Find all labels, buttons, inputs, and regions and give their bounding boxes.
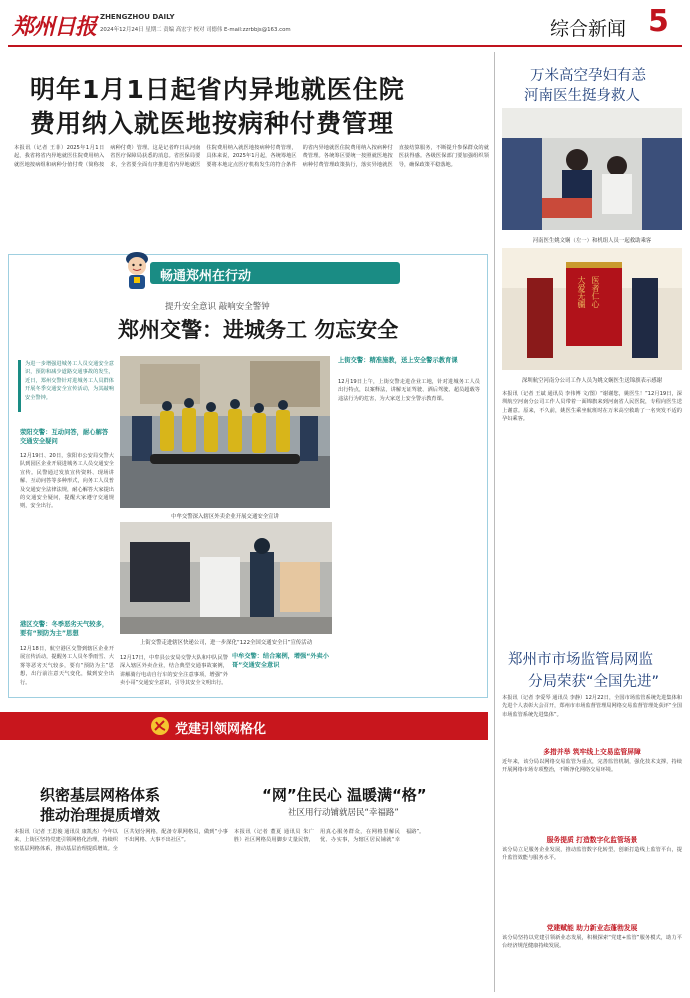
party-mid-subheadline: 社区用行动铺就居民“幸福路” (288, 808, 399, 818)
feature-column-title: 畅通郑州在行动 (160, 269, 252, 284)
story1-caption: 河南医生姚文娴（左一）和机组人员一起救助乘客 (532, 238, 652, 244)
masthead-issue-line: 2024年12月24日 星期二 责编 高宏宇 校对 司德伟 E-mail:zzrbbjs@163.com (100, 27, 291, 33)
photo-cabin-rescue (502, 108, 682, 230)
party-mid-body: 本报讯（记者 董夏 通讯员 朱广胜）社区网格员用脚步丈量民情，用真心服务群众，在网格里解民忧、办实事，为辖区居民铺就“幸福路”。 (234, 829, 425, 844)
lead-body: 本报讯（记者 王菲）2025年1月1日起，我省将省内异地就医住院费用纳入就医地按病组和病种分值付费（简称按病种付费）管理。这是记者昨日从河南省医疗保障局获悉的消息。省医保局要求，全省要全面有序推进省内异地就医住院费用纳入就医地按病种付费管理，具体来说，2025年1月起，各统筹地区要将本地定点医疗机构发生的符合条件的省内异地就医住院费用纳入按病种付费管理。各统筹区要统一按照就医地按病种付费管理政策执行，落实异地就医直接结算服务，不断提升参保群众的就医获得感。各级医保部门要加强组织领导，确保政策平稳落地。 (14, 145, 489, 168)
pennant-text-1: 医者仁心 (591, 276, 600, 308)
photo-caption-1: 中牟交警深入辖区外卖企业开展交通安全宣讲 (171, 514, 279, 520)
feature-sub-c: 上街交警：精准施教，送上安全警示教育课 (338, 357, 458, 364)
party-left-headline-2: 推动治理提质增效 (40, 806, 161, 824)
story3-body-3: 该分局坚持以党建引领新业态发展，积极探索“党建+监管”服务模式，助力平台经济规范健康持续发展。 (502, 935, 682, 950)
feature-body-a: 12月19日、20日，荥阳市公安局交警大队到园区企业开展进城务工人员交通安全宣传。民警通过发放宣传资料、现场讲解、互动问答等多种形式，向务工人员普及交通安全法律法规，耐心解答大家提出的交通安全疑问，提醒大家遵守交通规则，安全出行。 (20, 453, 114, 510)
story3-body-2: 该分局立足服务企业发展，推动监管数字化转型，创新打造线上监管平台，提升监管效能与服务水平。 (502, 847, 682, 862)
story3-headline-2: 分局荣获“全国先进” (528, 674, 660, 690)
pennant-text-2: 大爱无疆 (577, 276, 586, 308)
lead-headline-line-1: 明年1月1日起省内异地就医住院 (30, 75, 405, 104)
photo-caption-2: 上街交警走进辖区快递公司，进一步深化“122全国交通安全日”宣传活动 (139, 640, 313, 646)
feature-kicker: 提升安全意识 敲响安全警钟 (165, 302, 270, 312)
story3-headline-1: 郑州市市场监管局网监 (508, 652, 653, 668)
photo-banner-presentation (502, 248, 682, 370)
feature-intro-box (18, 360, 114, 412)
page-number: 5 (648, 4, 669, 39)
party-emblem-icon (150, 716, 170, 736)
party-left-body: 本报讯（记者 王思俊 通讯员 康凯杰）今年以来，上街区坚持党建引领网格化治理，持续织密基层网格体系，推动基层治理提质增效。全区共划分网格，配备专职网格员，做到“小事不出网格、大事不出社区”。 (14, 829, 228, 852)
lead-headline-line-2: 费用纳入就医地按病种付费管理 (30, 109, 395, 138)
masthead-rule (8, 45, 682, 47)
story1-headline-2: 河南医生挺身救人 (524, 88, 640, 104)
story2-caption: 深圳航空河南分公司工作人员为姚文娴医生送锦旗表示感谢 (521, 378, 663, 384)
party-mid-headline: “网”住民心 温暖满“格” (262, 786, 427, 804)
section-title: 综合新闻 (550, 18, 627, 40)
feature-body-d: 12月17日，中牟县公安局交警大队和中队民警深入辖区外卖企业，结合典型交通事故案例，讲解骑行电动自行车的安全注意事项，增强“外卖小哥”交通安全意识，引导其安全文明出行。 (120, 655, 228, 687)
feature-sub-b: 港区交警：冬季恶劣天气较多，要有“预防为主”思想 (20, 621, 109, 637)
story2-body: 本报讯（记者 王斌 通讯员 李伟博 文/图）“谢谢您，姚医生！”12月19日，深圳航空河南分公司工作人员带着一面锦旗来到河南省人民医院，专程向医生送上谢意。原来，不久前，姚医生乘坐航班时在万米高空救助了一名突发不适的孕妇乘客。 (502, 391, 682, 423)
party-banner-title: 党建引领网格化 (175, 722, 267, 737)
masthead-logo: 郑州日报 (12, 14, 97, 40)
police-mascot-icon (120, 250, 154, 290)
masthead-english: ZHENGZHOU DAILY (100, 13, 175, 21)
story1-headline-1: 万米高空孕妇有恙 (530, 68, 646, 84)
feature-sub-a: 荥阳交警：互动问答，耐心解答交通安全疑问 (20, 429, 109, 445)
feature-body-c: 12月19日上午，上街交警走进企业工地，针对进城务工人员出行特点，以案释法，讲解无证驾驶、酒后驾驶、超员超载等违法行为的危害，为大家送上安全警示教育课。 (338, 379, 480, 402)
story3-body-1: 近年来，该分局以网络交易监管为重点，完善监管机制，强化技术支撑，持续开展网络市场专项整治，不断净化网络交易环境。 (502, 759, 682, 774)
feature-headline: 郑州交警：进城务工 勿忘安全 (118, 318, 399, 342)
photo-police-with-riders (120, 356, 330, 508)
feature-body-b: 12月18日，航空港区交警到辖区企业开展宣传活动，提醒务工人员冬季雨雪、大雾等恶劣天气较多，要有“预防为主”思想，出行前注意天气变化，做到安全出行。 (20, 646, 114, 686)
story3-sub-2: 服务提质 打造数字化监管场景 (546, 836, 638, 844)
masthead (0, 0, 690, 58)
story3-sub-1: 多措并举 筑牢线上交易监管屏障 (543, 748, 641, 756)
column-divider (494, 52, 495, 992)
party-left-headline-1: 织密基层网格体系 (40, 786, 161, 804)
photo-police-with-courier (120, 522, 332, 634)
feature-sub-d: 中牟交警：结合案例，增强“外卖小哥”交通安全意识 (232, 653, 329, 669)
feature-intro: 为进一步增强进城务工人员交通安全意识，预防和减少道路交通事故的发生，近日，郑州交警针对进城务工人员群体开展冬季交通安全宣传活动，为其敲响安全警钟。 (25, 361, 114, 401)
story3-sub-3: 党建赋能 助力新业态蓬勃发展 (546, 924, 638, 932)
story3-body: 本报讯（记者 李爱琴 通讯员 李静）12月22日，全国市场监管系统先进集体和先进个人表彰大会召开，郑州市市场监督管理局网络交易监督管理处获评“全国市场监管系统先进集体”。 (502, 695, 682, 718)
